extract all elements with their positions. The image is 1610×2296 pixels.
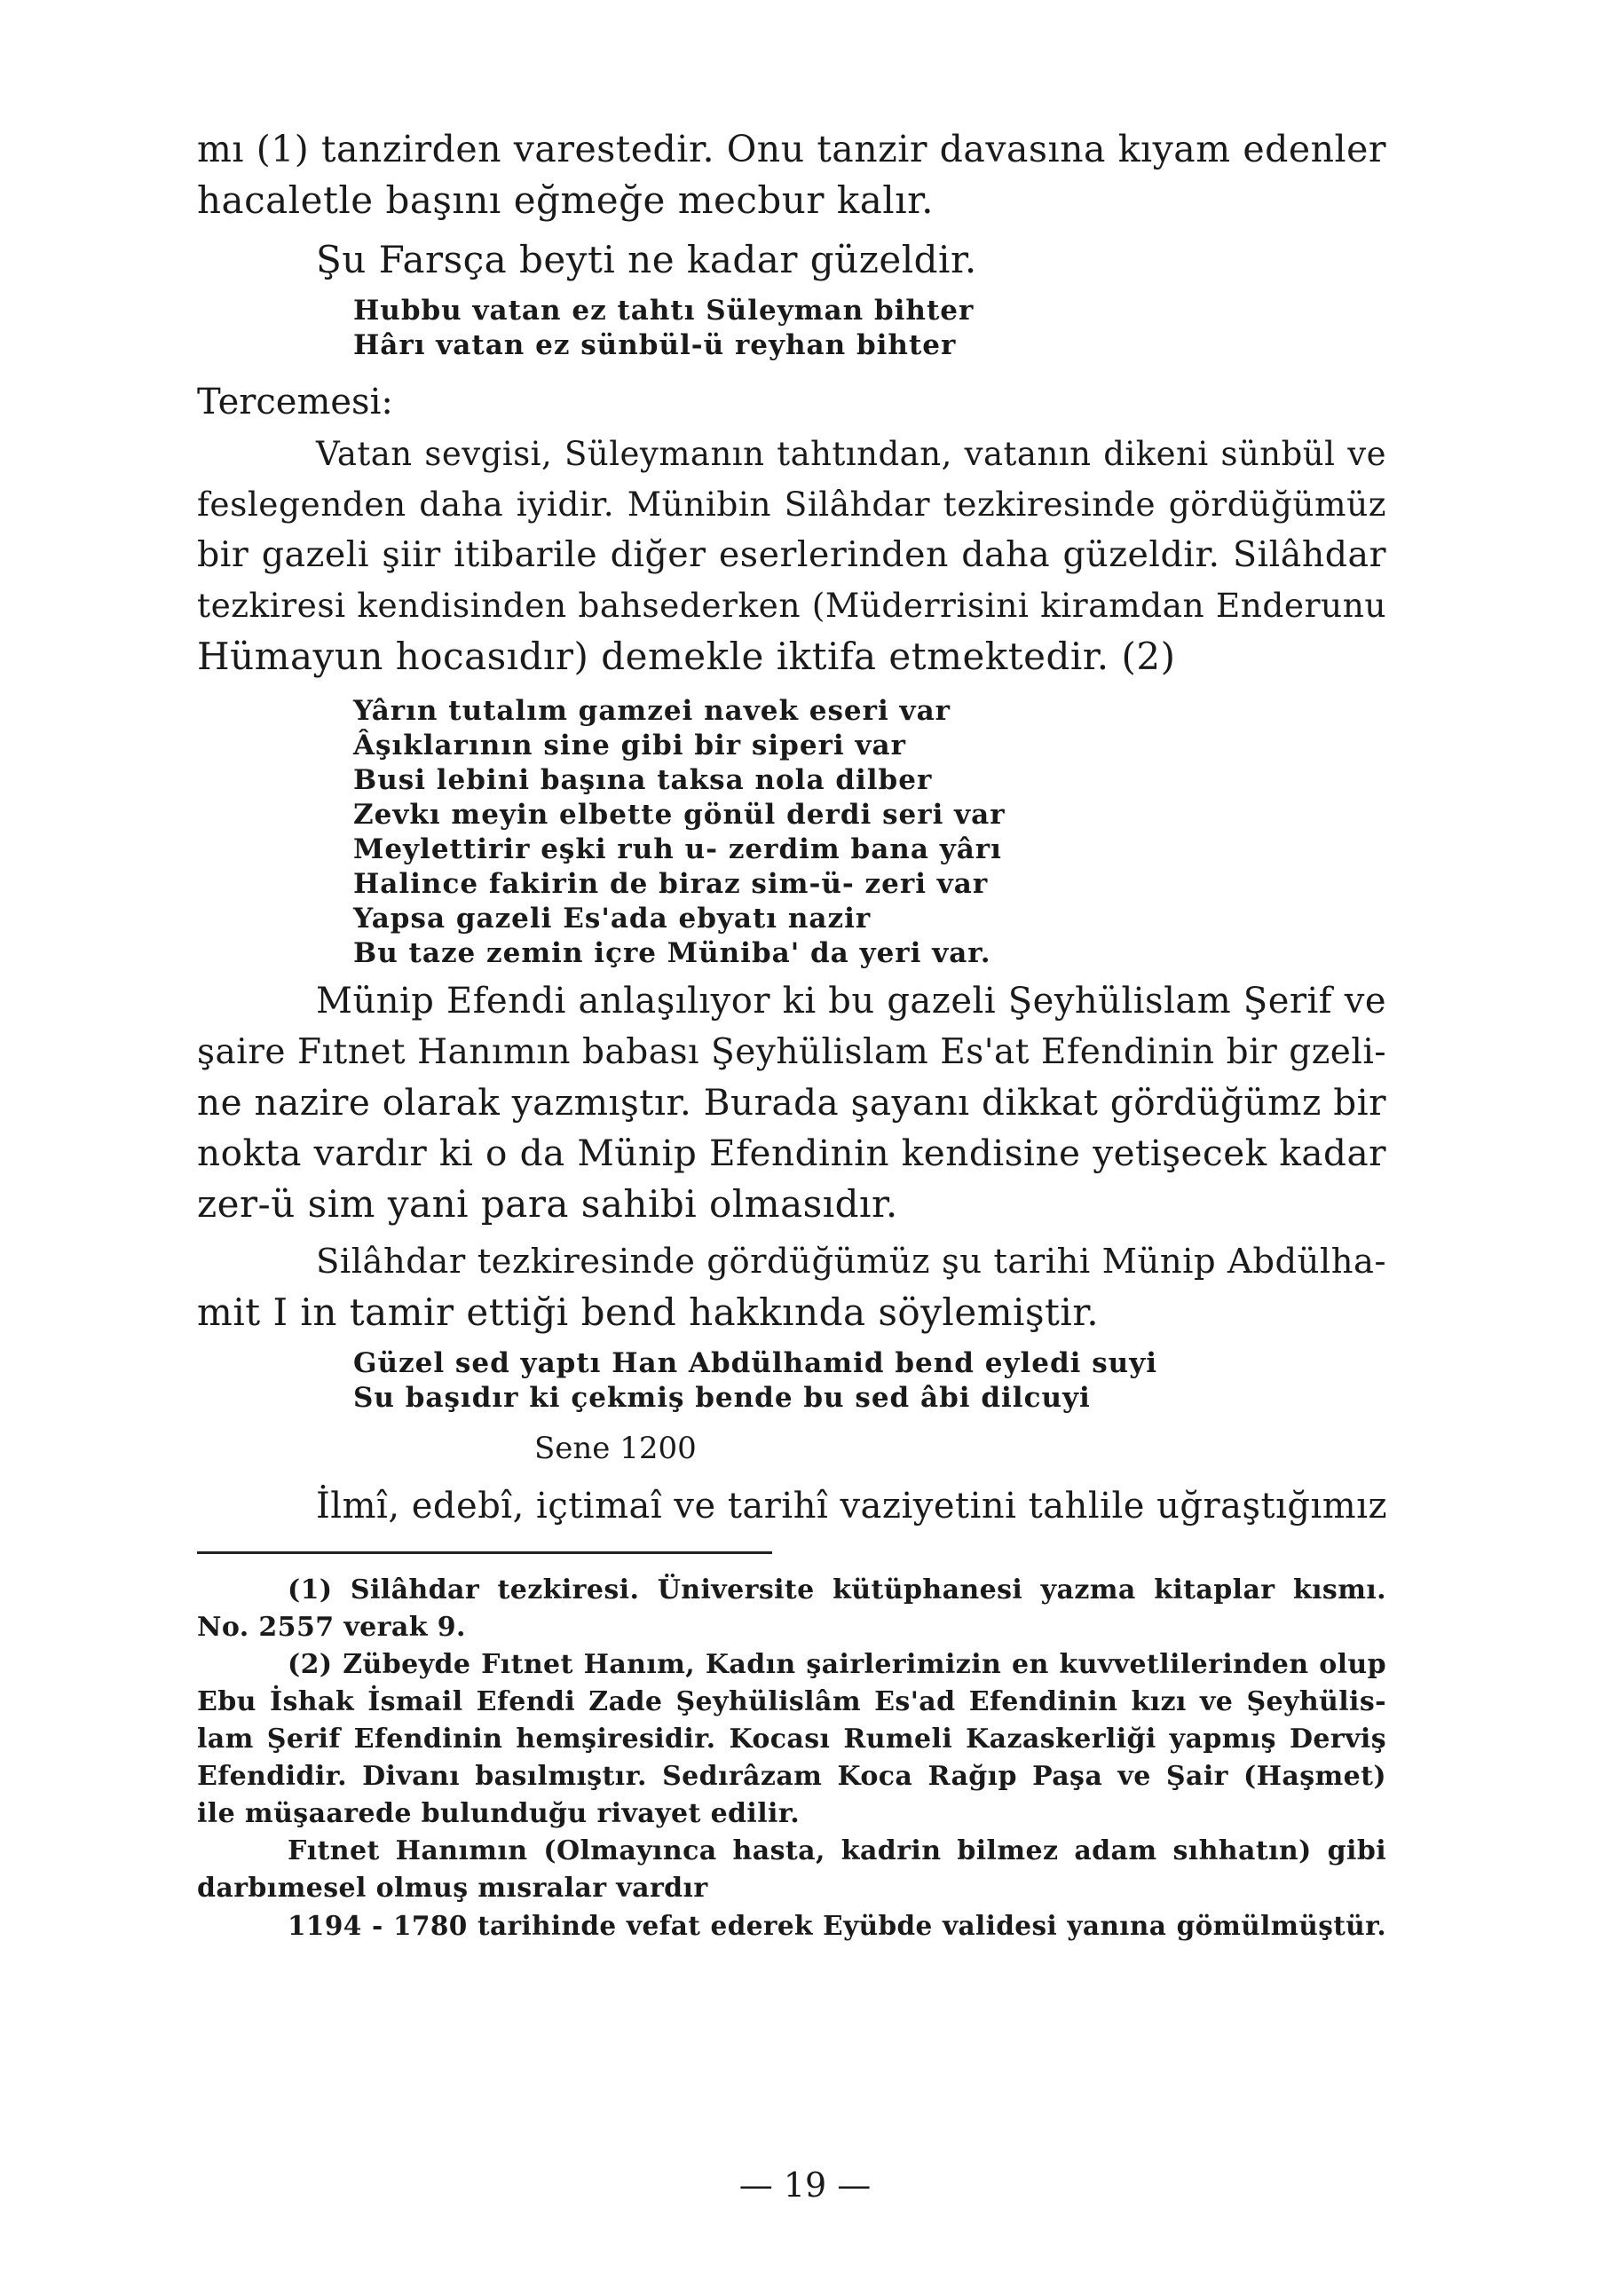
footnote-line: Ebu İshak İsmail Efendi Zade Şeyhülislâm Es'ad Efendinin kızı ve Şeyhülis- (197, 1686, 1386, 1717)
year-line: Sene 1200 (534, 1431, 697, 1466)
footnote-line: darbımesel olmuş mısralar vardır (197, 1873, 708, 1904)
text-line: tezkiresi kendisinden bahsederken (Müderrisini kiramdan Enderunu (197, 586, 1386, 625)
footnotes (197, 1572, 1386, 1945)
text-line: Münip Efendi anlaşılıyor ki bu gazeli Şeyhülislam Şerif ve (316, 981, 1386, 1022)
gazel-verse (197, 694, 1386, 971)
page-number: — 19 — (738, 2166, 872, 2205)
verse-line: Güzel sed yaptı Han Abdülhamid bend eyledi suyi (353, 1347, 1157, 1379)
verse-line: Su başıdır ki çekmiş bende bu sed âbi dilcuyi (353, 1382, 1091, 1414)
text-line: Vatan sevgisi, Süleymanın tahtından, vatanın dikeni sünbül ve (316, 435, 1386, 473)
text-line: Hümayun hocasıdır) demekle iktifa etmektedir. (2) (197, 635, 1176, 678)
text-line: zer-ü sim yani para sahibi olmasıdır. (197, 1182, 898, 1226)
translation-heading: Tercemesi: (197, 382, 393, 422)
footnote-line: ile müşaarede bulunduğu rivayet edilir. (197, 1798, 801, 1829)
text-line: Silâhdar tezkiresinde gördüğümüz şu tarihi Münip Abdülha- (316, 1242, 1386, 1282)
farsi-verse (197, 294, 1386, 363)
verse-line: Bu taze zemin içre Müniba' da yeri var. (353, 937, 991, 969)
text-line: feslegenden daha iyidir. Münibin Silâhdar tezkiresinde gördüğümüz (197, 485, 1386, 524)
verse-line: Zevkı meyin elbette gönül derdi seri var (353, 799, 1006, 831)
closing-line: İlmî, edebî, içtimaî ve tarihî vaziyetini tahlile uğraştığımız (316, 1486, 1388, 1527)
verse-line: Âşıklarının sine gibi bir siperi var (353, 730, 906, 761)
footnote-divider (197, 1551, 772, 1554)
text-line: ne nazire olarak yazmıştır. Burada şayanı dikkat gördüğümz bir (197, 1081, 1386, 1124)
paragraph-continuation (197, 124, 1386, 225)
text-line: bir gazeli şiir itibarile diğer eserlerinden daha güzeldir. Silâhdar (197, 534, 1386, 575)
paragraph-munip (197, 976, 1386, 1229)
text-line: nokta vardır ki o da Münip Efendinin kendisine yetişecek kadar (197, 1132, 1386, 1174)
paragraph-translation (197, 429, 1386, 682)
intro-line: Şu Farsça beyti ne kadar güzeldir. (316, 238, 977, 281)
text-line: hacaletle başını eğmeğe mecbur kalır. (197, 178, 934, 222)
footnote-line: Fıtnet Hanımın (Olmayınca hasta, kadrin bilmez adam sıhhatın) gibi (288, 1835, 1386, 1866)
footnote-line: (2) Zübeyde Fıtnet Hanım, Kadın şairlerimizin en kuvvetlilerinden olup (288, 1649, 1386, 1680)
footnote-line: lam Şerif Efendinin hemşiresidir. Kocası Rumeli Kazaskerliği yapmış Derviş (197, 1724, 1386, 1755)
footnote-line: Efendidir. Divanı basılmıştır. Sedırâzam Koca Rağıp Paşa ve Şair (Haşmet) (197, 1761, 1386, 1792)
verse-line: Busi lebini başına taksa nola dilber (353, 764, 933, 796)
paragraph-silahdar (197, 1236, 1386, 1337)
footnote-line: (1) Silâhdar tezkiresi. Üniversite kütüphanesi yazma kitaplar kısmı. (288, 1574, 1386, 1606)
verse-line: Halince fakirin de biraz sim-ü- zeri var (353, 868, 989, 900)
verse-line: Yârın tutalım gamzei navek eseri var (353, 695, 951, 727)
text-line: şaire Fıtnet Hanımın babası Şeyhülislam Es'at Efendinin bir gzeli- (197, 1032, 1386, 1072)
page-content (197, 124, 1386, 1945)
footnote-line: No. 2557 verak 9. (197, 1612, 466, 1643)
verse-line: Yapsa gazeli Es'ada ebyatı nazir (353, 903, 872, 935)
verse-line: Meylettirir eşki ruh u- zerdim bana yârı (353, 833, 1002, 865)
verse-line: Hârı vatan ez sünbül-ü reyhan bihter (353, 329, 957, 361)
footnote-line: 1194 - 1780 tarihinde vefat ederek Eyübde validesi yanına gömülmüştür. (288, 1910, 1386, 1941)
verse-line: Hubbu vatan ez tahtı Süleyman bihter (353, 295, 975, 327)
tarih-verse (197, 1346, 1386, 1416)
text-line: mit I in tamir ettiği bend hakkında söylemiştir. (197, 1290, 1100, 1334)
text-line: mı (1) tanzirden varestedir. Onu tanzir davasına kıyam edenler (197, 128, 1386, 170)
